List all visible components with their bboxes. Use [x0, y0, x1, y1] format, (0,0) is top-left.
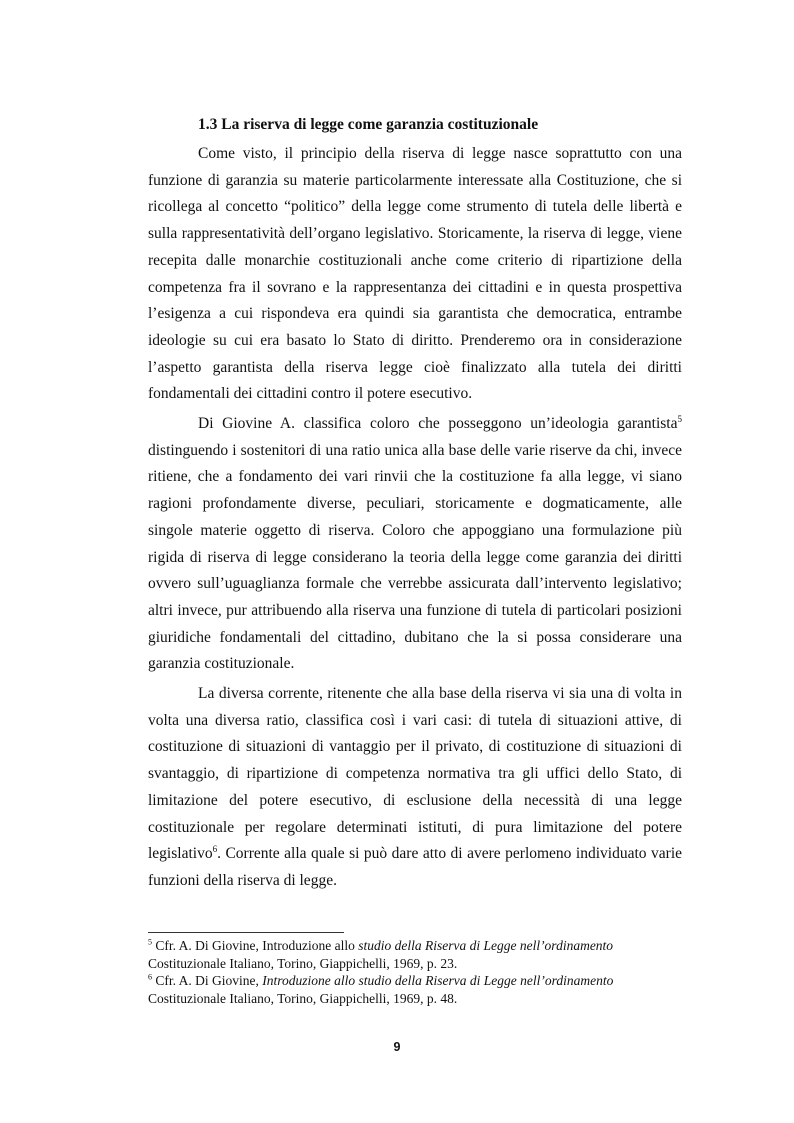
- paragraph-1: Come visto, il principio della riserva di legge nasce soprattutto con una funzione di garanzia su materie particolarmente interessate alla Costituzione, che si ricollega al concetto “politico” della legge come strumento di tutela delle libertà e sulla rappresentatività dell’organo legislativo. Storicamente, la riserva di legge, viene recepita dalle monarchie costituzionali anche come criterio di ripartizione della competenza fra il sovrano e la rappresentanza dei cittadini e in questa prospettiva l’esigenza a cui rispondeva era quindi sia garantista che democratica, entrambe ideologie su cui era basato lo Stato di diritto. Prenderemo ora in considerazione l’aspetto garantista della riserva legge cioè finalizzato alla tutela dei diritti fondamentali dei cittadini contro il potere esecutivo.: [148, 145, 682, 403]
- paragraph-2: [148, 411, 682, 678]
- footnote-separator: [148, 932, 344, 933]
- footnote-5: [148, 937, 688, 972]
- footnote-5-text-end: Costituzionale Italiano, Torino, Giappichelli, 1969, p. 23.: [148, 955, 458, 971]
- footnote-ref-5[interactable]: 5: [677, 413, 682, 424]
- footnote-ref-6[interactable]: 6: [212, 844, 218, 855]
- footnote-5-title: studio della Riserva di Legge nell’ordinamento: [358, 938, 614, 953]
- body-text: [148, 112, 682, 895]
- paragraph-3-text-end: . Corrente alla quale si può dare atto di avere perlomeno individuato varie funzioni della riserva di legge.: [148, 845, 682, 889]
- footnote-6: [148, 972, 688, 1007]
- footnote-6-number: 6: [148, 972, 152, 982]
- footnote-6-title: Introduzione allo studio della Riserva di Legge nell’ordinamento: [262, 973, 614, 988]
- footnote-5-text-start: Cfr. A. Di Giovine, Introduzione allo: [152, 938, 359, 953]
- page-number: 9: [393, 1040, 401, 1054]
- paragraph-2-text-start: Di Giovine A. classifica coloro che posseggono un’ideologia garantista: [198, 415, 678, 433]
- footnote-6-text-start: Cfr. A. Di Giovine,: [152, 973, 263, 988]
- section-heading: 1.3 La riserva di legge come garanzia costituzionale: [198, 116, 539, 133]
- paragraph-3-text-start: La diversa corrente, ritenente che alla base della riserva vi sia una di volta in volta una diversa ratio, classifica così i vari casi: di tutela di situazioni attive, di costituzione di situazioni di vantaggio per il privato, di costituzione di situazioni di svantaggio, di ripartizione di competenza normativa tra gli uffici dello Stato, di limitazione del potere esecutivo, di esclusione della necessità di una legge costituzionale per regolare determinati istituti, di pura limitazione del potere legislativo: [148, 685, 682, 863]
- footnotes: [148, 937, 688, 1007]
- footnote-5-number: 5: [148, 937, 152, 947]
- paragraph-2-text-end: distinguendo i sostenitori di una ratio unica alla base delle varie riserve da chi, invece ritiene, che a fondamento dei vari rinvii che la costituzione fa alla legge, vi siano ragioni profondamente diverse, peculiari, storicamente e dogmaticamente, alle singole materie oggetto di riserva. Coloro che appoggiano una formulazione più rigida di riserva di legge considerano la teoria della legge come garanzia dei diritti ovvero sull’uguaglianza formale che verrebbe assicurata dall’intervento legislativo; altri invece, pur attribuendo alla riserva una funzione di tutela di particolari posizioni giuridiche fondamentali del cittadino, dubitano che la si possa considerare una garanzia costituzionale.: [148, 441, 682, 673]
- paragraph-3: [148, 681, 682, 895]
- footnote-6-text-end: Costituzionale Italiano, Torino, Giappichelli, 1969, p. 48.: [148, 990, 458, 1006]
